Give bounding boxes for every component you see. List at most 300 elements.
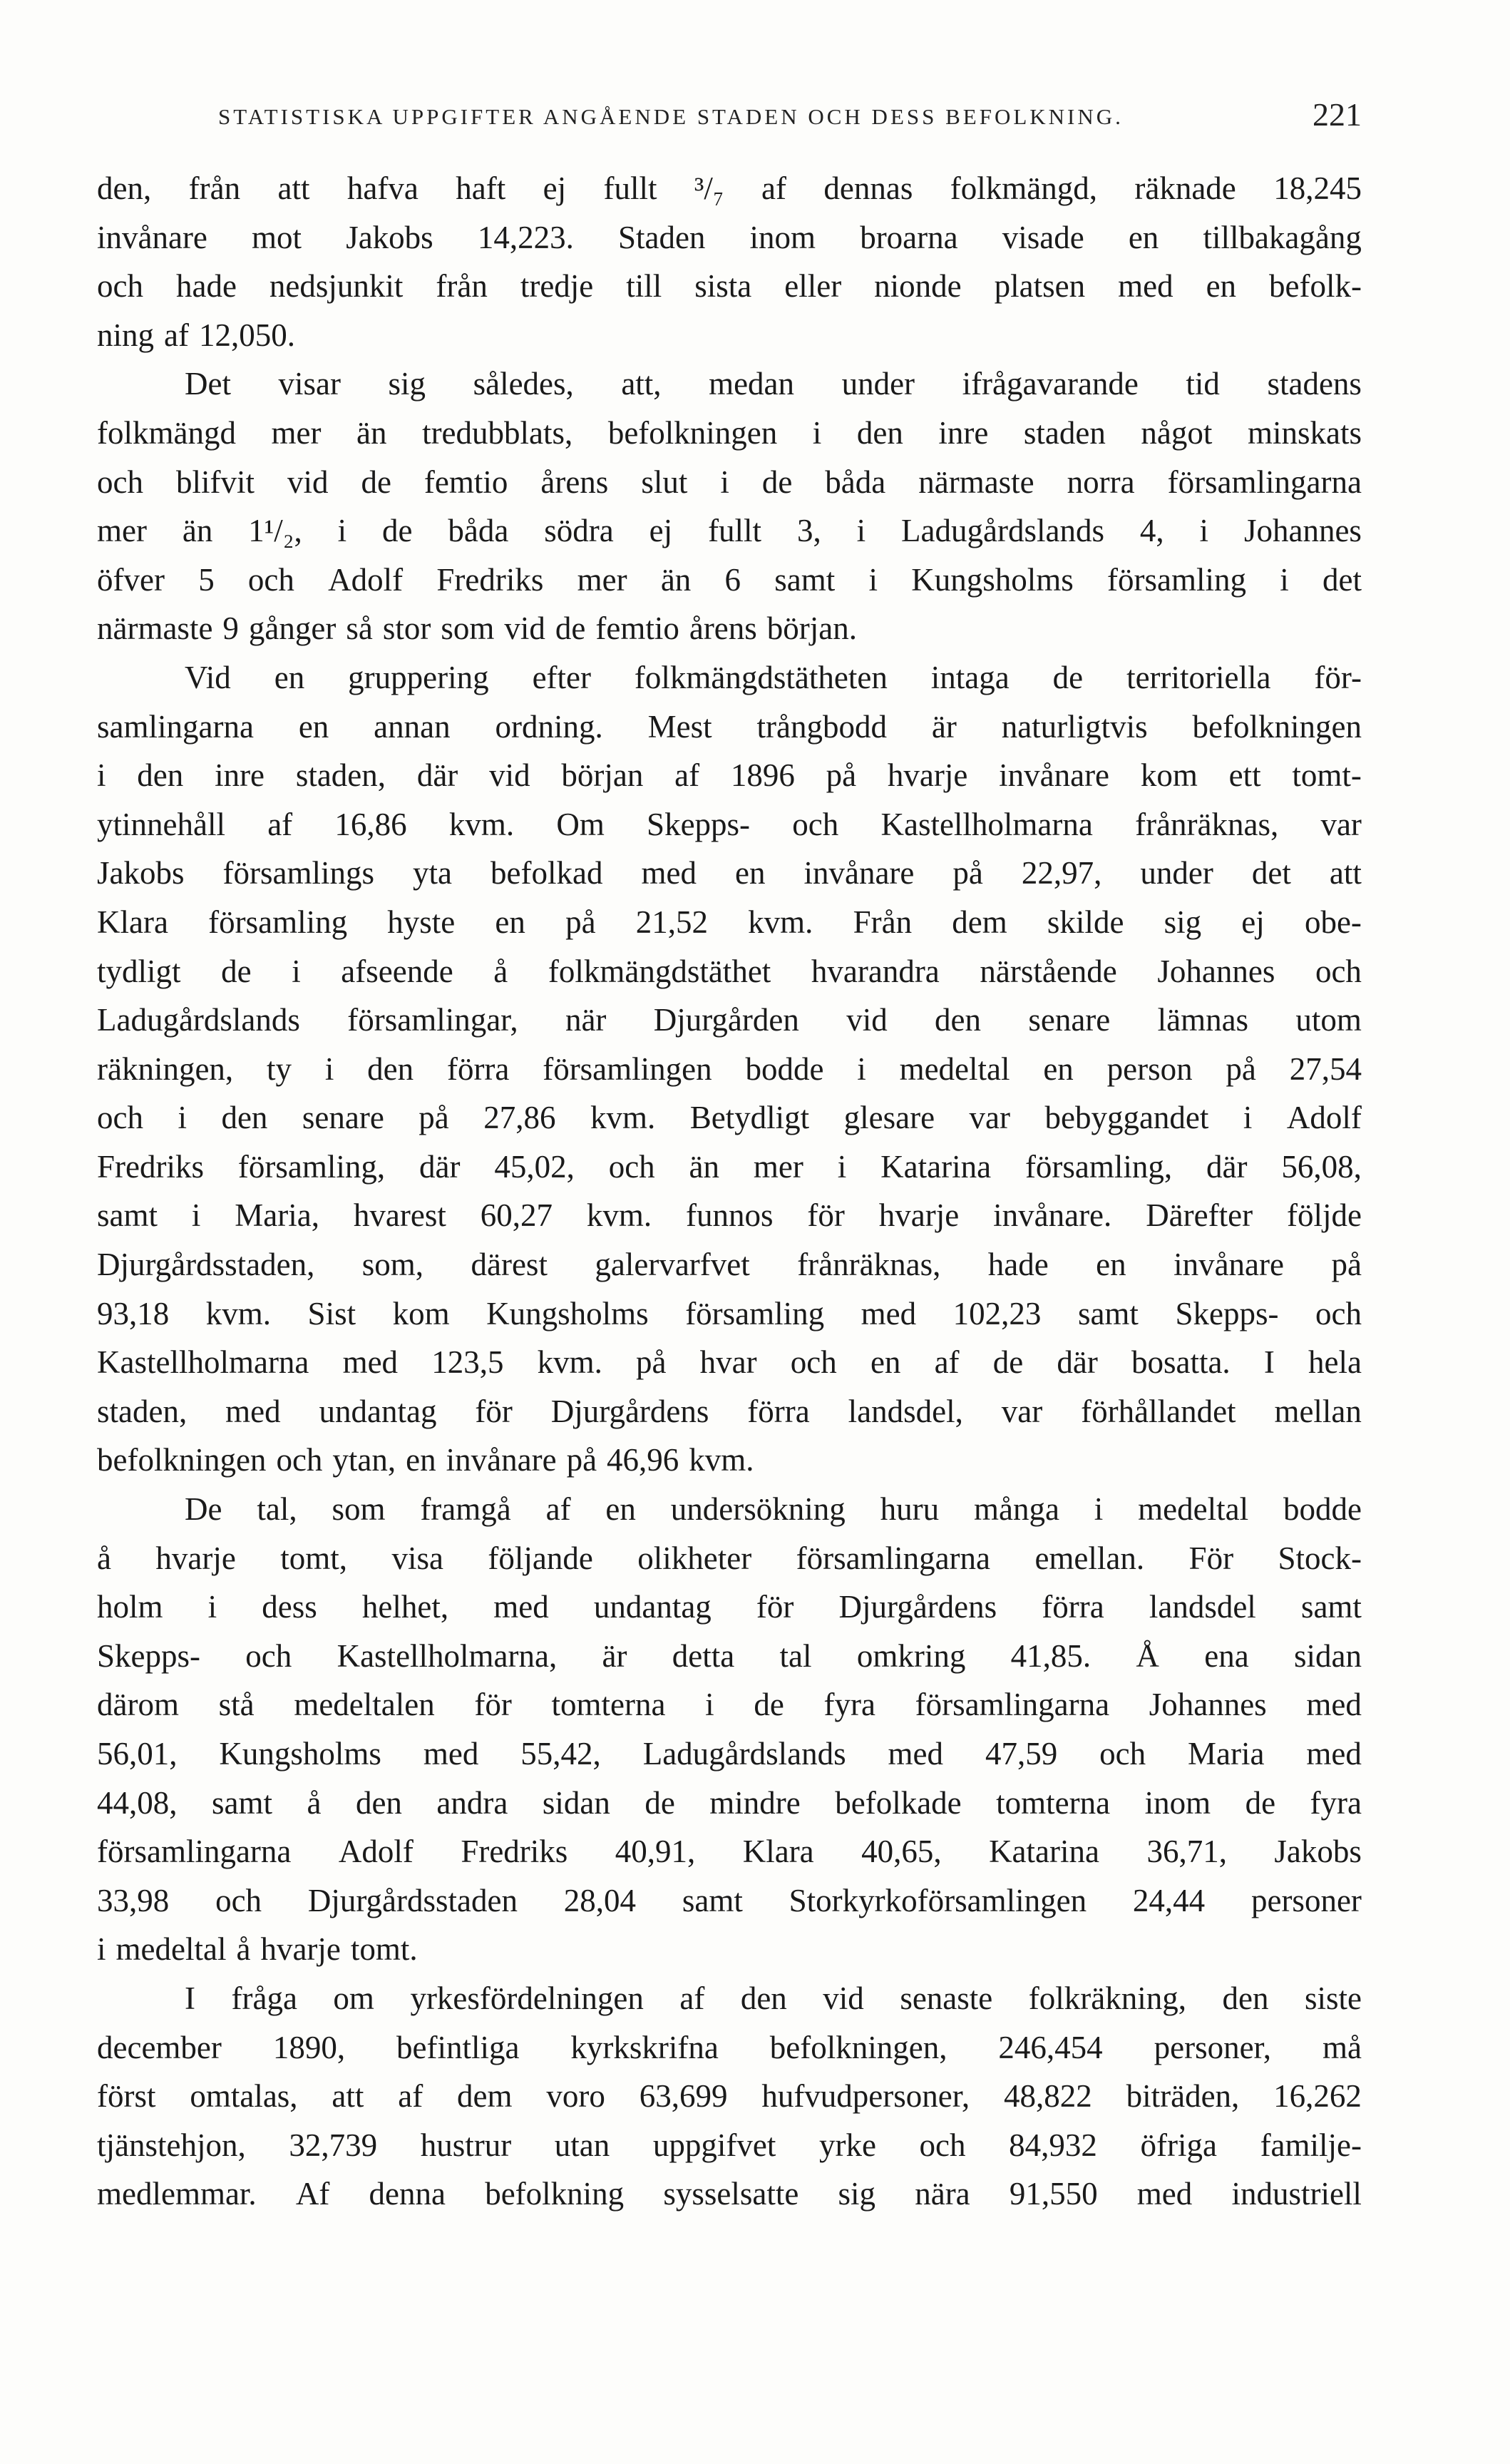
word: af: [398, 2078, 423, 2115]
text-line: [97, 1729, 1362, 1779]
word: Stock-: [1278, 1540, 1362, 1576]
word: med: [423, 1736, 479, 1772]
text-line: [97, 2169, 1362, 2219]
word: fyra: [1310, 1784, 1362, 1821]
word: hvarje: [155, 1540, 236, 1576]
word: 84,932: [1009, 2127, 1097, 2163]
word: 18,245: [1273, 170, 1362, 206]
word: uppgifvet: [652, 2127, 776, 2163]
word: i: [324, 1050, 334, 1087]
word: ytan,: [332, 1442, 396, 1478]
word: gånger: [248, 610, 337, 647]
text-line: [97, 1387, 1362, 1436]
text-line: [97, 1485, 1362, 1534]
word: närmaste: [918, 464, 1034, 500]
word: undantag: [593, 1589, 712, 1625]
word: visar: [278, 366, 341, 402]
word: befolkning: [485, 2176, 625, 2212]
word: 246,454: [998, 2029, 1103, 2065]
word: siste: [1304, 1980, 1362, 2016]
word: Djurgårdsstaden,: [97, 1247, 315, 1283]
word: tomt,: [280, 1540, 348, 1576]
text-line: [97, 898, 1362, 947]
word: där: [418, 1148, 461, 1185]
word: 4,: [1139, 513, 1164, 549]
word: ett: [1228, 757, 1261, 794]
word: de: [1052, 659, 1084, 695]
word: än: [356, 414, 387, 451]
word: mot: [252, 219, 302, 255]
word: Därefter: [1146, 1197, 1253, 1234]
word: tomterna: [996, 1784, 1111, 1821]
word: 12,050.: [198, 317, 295, 353]
word: voro: [546, 2078, 605, 2115]
word: på: [1226, 1050, 1256, 1087]
word: För: [1188, 1540, 1234, 1576]
word: befintliga: [396, 2029, 520, 2065]
text-line: [97, 1583, 1362, 1632]
word: hvarje: [887, 757, 968, 794]
word: 22,97,: [1021, 855, 1102, 891]
word: ³/₇: [694, 170, 724, 206]
word: hvar: [699, 1344, 757, 1381]
word: tal: [779, 1637, 812, 1674]
word: förhållandet: [1081, 1393, 1236, 1429]
word: Ladugårdslands: [901, 513, 1104, 549]
word: så: [346, 610, 373, 647]
word: i: [837, 1148, 847, 1185]
word: samt: [682, 1882, 743, 1918]
word: 16,86: [334, 806, 407, 842]
word: i: [720, 464, 729, 500]
word: den: [740, 1980, 787, 2016]
word: den: [221, 1100, 268, 1136]
word: å: [97, 1540, 111, 1576]
word: 24,44: [1132, 1882, 1206, 1918]
text-line: [97, 409, 1362, 458]
text-line: [97, 2072, 1362, 2121]
word: hade: [175, 268, 237, 305]
text-line: [97, 1045, 1362, 1094]
word: personer,: [1154, 2029, 1271, 2065]
text-line: [97, 359, 1362, 409]
word: industriell: [1231, 2176, 1362, 2212]
word: på: [826, 757, 857, 794]
word: trångbodd: [756, 708, 887, 745]
word: dennas: [823, 170, 913, 206]
word: där: [1206, 1148, 1248, 1185]
word: sig: [1164, 904, 1202, 940]
word: sig: [838, 2176, 876, 2212]
word: Mest: [647, 708, 712, 745]
word: personer: [1250, 1882, 1362, 1918]
word: samt: [211, 1784, 272, 1821]
word: de: [644, 1784, 675, 1821]
word: med: [225, 1393, 281, 1429]
word: utom: [1295, 1002, 1362, 1038]
word: Jakobs: [1274, 1834, 1362, 1870]
word: 48,822: [1004, 2078, 1092, 2115]
word: följde: [1286, 1197, 1362, 1234]
word: samt: [1300, 1589, 1362, 1625]
word: olikheter: [637, 1540, 752, 1576]
word: och: [1315, 1295, 1362, 1331]
word: årens: [540, 464, 609, 500]
word: hela: [1308, 1344, 1362, 1381]
word: å: [236, 1931, 251, 1968]
word: de: [221, 953, 252, 989]
word: bosatta.: [1131, 1344, 1231, 1381]
word: haft: [456, 170, 506, 206]
text-line: [97, 2121, 1362, 2170]
word: inre: [215, 757, 265, 794]
word: räkningen,: [97, 1050, 234, 1087]
word: många: [973, 1491, 1059, 1528]
word: församlingen: [543, 1050, 712, 1087]
word: ning: [97, 317, 155, 353]
word: mer: [753, 1148, 803, 1185]
word: hafva: [346, 170, 418, 206]
word: 91,550: [1009, 2176, 1098, 2212]
word: blifvit: [175, 464, 255, 500]
word: kvm.: [448, 806, 515, 842]
word: undersökning: [670, 1491, 846, 1528]
word: Klara: [742, 1834, 814, 1870]
word: fullt: [603, 170, 657, 206]
word: fullt: [708, 513, 762, 549]
word: att: [1329, 855, 1362, 891]
word: följande: [488, 1540, 593, 1576]
word: Från: [853, 904, 913, 940]
word: 102,23: [952, 1295, 1042, 1331]
word: en: [298, 708, 329, 745]
word: än: [689, 1148, 720, 1185]
word: broarna: [860, 219, 958, 255]
word: Adolf: [1286, 1100, 1362, 1136]
word: befolkade: [835, 1784, 962, 1821]
word: och: [97, 1100, 143, 1136]
word: 36,71,: [1146, 1834, 1227, 1870]
word: 40,65,: [861, 1834, 942, 1870]
word: Kastellholmarna,: [337, 1637, 558, 1674]
word: Skepps-: [1175, 1295, 1279, 1331]
text-line: [97, 1680, 1362, 1729]
word: slut: [641, 464, 688, 500]
text-line: [97, 849, 1362, 898]
word: de: [382, 513, 413, 549]
word: staden: [1023, 414, 1106, 451]
word: Å: [1136, 1637, 1159, 1674]
word: från: [188, 170, 241, 206]
word: därest: [471, 1247, 548, 1283]
text-line: [97, 1289, 1362, 1339]
word: församlingarna: [796, 1540, 991, 1576]
word: förra: [446, 1050, 510, 1087]
word: yta: [413, 855, 452, 891]
word: i: [868, 561, 878, 598]
word: församling: [1107, 561, 1246, 598]
word: Djurgårdens: [550, 1393, 709, 1429]
word: sig: [388, 366, 426, 402]
word: ej: [543, 170, 567, 206]
text-line: [97, 458, 1362, 507]
word: församlingarna: [97, 1834, 292, 1870]
word: obe-: [1304, 904, 1362, 940]
word: undantag: [319, 1393, 437, 1429]
word: glesare: [843, 1100, 935, 1136]
word: visade: [1002, 219, 1084, 255]
word: femtio: [595, 610, 679, 647]
word: landsdel,: [848, 1393, 963, 1429]
word: på: [636, 1344, 667, 1381]
text-line: [97, 164, 1362, 213]
word: bodde: [745, 1050, 824, 1087]
word: stå: [218, 1687, 255, 1723]
word: 56,01,: [97, 1736, 178, 1772]
word: är: [602, 1637, 627, 1674]
word: I: [185, 1980, 195, 2016]
text-line: [97, 213, 1362, 262]
word: inre: [938, 414, 989, 451]
word: mer: [577, 561, 627, 598]
word: frånräknas,: [797, 1247, 941, 1283]
word: samt: [1077, 1295, 1139, 1331]
word: efter: [532, 659, 591, 695]
word: 1890,: [272, 2029, 346, 2065]
word: på: [952, 855, 983, 891]
word: i: [1280, 561, 1289, 598]
word: af: [545, 1491, 571, 1528]
text-line: [97, 311, 1362, 360]
word: med: [641, 855, 697, 891]
word: med: [861, 1295, 917, 1331]
word: under: [841, 366, 915, 402]
word: en: [274, 659, 305, 695]
word: Af: [295, 2176, 330, 2212]
word: Kastellholmarna: [97, 1344, 309, 1381]
word: annan: [374, 708, 451, 745]
word: naturligtvis: [1001, 708, 1148, 745]
word: invånare.: [993, 1197, 1112, 1234]
text-line: [97, 751, 1362, 800]
word: församlingarna: [1167, 464, 1362, 500]
word: kvm.: [689, 1442, 754, 1478]
word: De: [185, 1491, 222, 1528]
word: är: [931, 708, 957, 745]
word: i: [207, 1589, 217, 1625]
word: platsen: [994, 268, 1086, 305]
word: de: [992, 1344, 1024, 1381]
word: Katarina: [880, 1148, 992, 1185]
word: sista: [694, 268, 752, 305]
word: med: [1118, 268, 1173, 305]
word: Ladugårdslands: [97, 1002, 300, 1038]
word: de: [361, 464, 391, 500]
word: tal,: [257, 1491, 297, 1528]
word: Vid: [185, 659, 231, 695]
text-line: [97, 604, 1362, 653]
word: landsdel: [1149, 1589, 1256, 1625]
word: i: [1094, 1491, 1104, 1528]
word: intaga: [930, 659, 1010, 695]
word: befolkningen,: [769, 2029, 947, 2065]
word: södra: [544, 513, 614, 549]
word: Johannes: [1149, 1687, 1267, 1723]
word: medlemmar.: [97, 2176, 257, 2212]
word: som,: [361, 1247, 424, 1283]
word: kyrkskrifna: [570, 2029, 719, 2065]
word: skilde: [1047, 904, 1124, 940]
word: hvarandra: [811, 953, 940, 989]
body-text: [97, 164, 1362, 2219]
word: 21,52: [635, 904, 708, 940]
word: mer: [271, 414, 322, 451]
word: således,: [473, 366, 574, 402]
word: och: [1315, 953, 1362, 989]
word: Djurgården: [653, 1002, 799, 1038]
word: befolkad: [491, 855, 603, 891]
word: för-: [1314, 659, 1362, 695]
word: norra: [1067, 464, 1135, 500]
word: årens: [689, 610, 757, 647]
word: funnos: [686, 1197, 774, 1234]
word: å: [307, 1784, 322, 1821]
text-line: [97, 1142, 1362, 1192]
word: och: [608, 1148, 655, 1185]
word: senare: [1028, 1002, 1111, 1038]
word: med: [1306, 1736, 1362, 1772]
word: i: [812, 414, 822, 451]
word: först: [97, 2078, 156, 2115]
word: folkräkning,: [1028, 1980, 1186, 2016]
word: befolkningen: [97, 1442, 267, 1478]
word: dess: [262, 1589, 317, 1625]
word: den: [355, 1784, 402, 1821]
word: Katarina: [989, 1834, 1099, 1870]
word: nionde: [874, 268, 962, 305]
word: 63,699: [639, 2078, 728, 2115]
word: båda: [825, 464, 886, 500]
word: hade: [987, 1247, 1049, 1283]
word: 5: [198, 561, 215, 598]
word: hufvudpersoner,: [761, 2078, 970, 2115]
word: den: [137, 757, 184, 794]
word: medan: [709, 366, 795, 402]
word: Om: [556, 806, 605, 842]
word: ifrågavarande: [962, 366, 1139, 402]
word: dem: [952, 904, 1007, 940]
word: var: [969, 1100, 1011, 1136]
text-line: [97, 1436, 1362, 1485]
word: invånare: [999, 757, 1110, 794]
word: i: [856, 513, 866, 549]
word: hvarje: [878, 1197, 960, 1234]
text-line: [97, 556, 1362, 605]
word: den,: [97, 170, 152, 206]
word: var: [1320, 806, 1362, 842]
word: med: [1136, 2176, 1193, 2212]
word: af: [674, 757, 700, 794]
word: en: [1128, 219, 1159, 255]
word: församlingarna: [915, 1687, 1110, 1723]
word: bodde: [1283, 1491, 1362, 1528]
text-line: [97, 1876, 1362, 1926]
word: en: [605, 1491, 636, 1528]
word: och: [245, 1637, 292, 1674]
word: och: [215, 1882, 262, 1918]
word: folkmängdstäthet: [548, 953, 771, 989]
word: tredubblats,: [422, 414, 573, 451]
text-line: [97, 1534, 1362, 1583]
word: 56,08,: [1281, 1148, 1362, 1185]
word: att: [277, 170, 310, 206]
word: territoriella: [1126, 659, 1271, 695]
word: 9: [222, 610, 239, 647]
word: för: [756, 1589, 794, 1625]
word: församling,: [237, 1148, 386, 1185]
text-line: [97, 1779, 1362, 1828]
word: att: [332, 2078, 364, 2115]
word: af: [267, 806, 293, 842]
word: Kastellholmarna: [880, 806, 1093, 842]
word: helhet,: [361, 1589, 449, 1625]
word: invånare: [1173, 1247, 1284, 1283]
word: af: [934, 1344, 960, 1381]
word: må: [1322, 2029, 1362, 2065]
text-line: [97, 702, 1362, 752]
word: mindre: [709, 1784, 801, 1821]
word: Sist: [307, 1295, 356, 1331]
word: 1896: [730, 757, 795, 794]
word: och: [276, 1442, 323, 1478]
word: i: [191, 1197, 201, 1234]
word: Kungsholms: [219, 1736, 381, 1772]
word: bebyggandet: [1044, 1100, 1209, 1136]
word: mellan: [1274, 1393, 1362, 1429]
word: församling: [208, 904, 348, 940]
word: medeltal: [115, 1931, 227, 1968]
word: för: [475, 1393, 513, 1429]
word: en: [1096, 1247, 1126, 1283]
word: tomterna: [551, 1687, 666, 1723]
word: början: [561, 757, 644, 794]
word: kvm.: [590, 1100, 656, 1136]
word: mer: [97, 513, 147, 549]
word: sidan: [542, 1784, 610, 1821]
word: än: [182, 513, 213, 549]
word: församlings: [222, 855, 374, 891]
word: inom: [1144, 1784, 1211, 1821]
word: 45,02,: [494, 1148, 575, 1185]
word: med: [888, 1736, 944, 1772]
word: och: [97, 268, 143, 305]
word: Staden: [617, 219, 706, 255]
word: och: [792, 806, 839, 842]
word: i: [97, 757, 106, 794]
word: 40,91,: [615, 1834, 696, 1870]
word: med: [342, 1344, 399, 1381]
word: eller: [784, 268, 842, 305]
word: något: [1141, 414, 1213, 451]
word: 47,59: [985, 1736, 1058, 1772]
word: tillbakagång: [1203, 219, 1362, 255]
word: en: [495, 904, 525, 940]
word: 3,: [796, 513, 821, 549]
word: och: [247, 561, 294, 598]
word: ty: [267, 1050, 292, 1087]
word: folkmängd: [97, 414, 236, 451]
word: detta: [672, 1637, 735, 1674]
